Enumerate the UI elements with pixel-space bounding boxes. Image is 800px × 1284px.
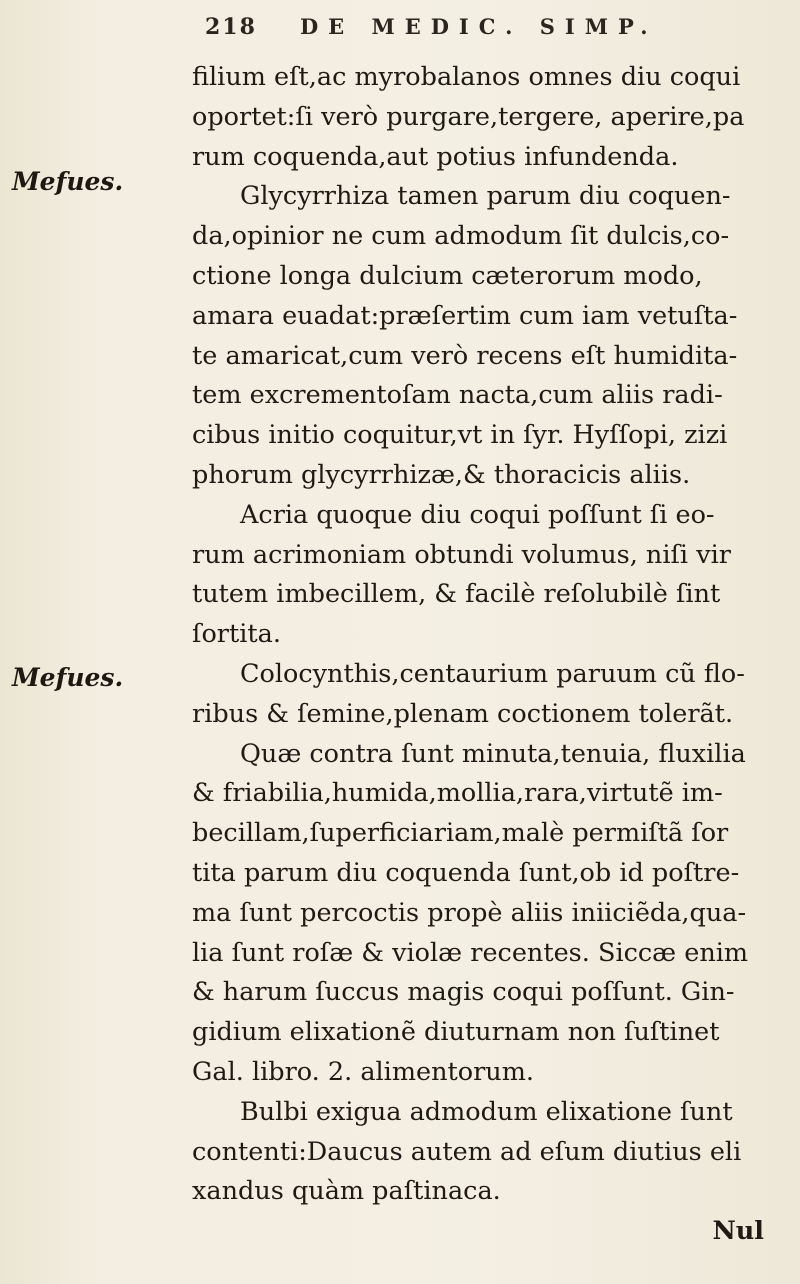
- text-line: & harum ſuccus magis coqui poſſunt. Gin-: [192, 977, 735, 1008]
- text-line: Glycyrrhiza tamen parum diu coquen-: [240, 181, 731, 212]
- text-line: lia ſunt roſæ & violæ recentes. Siccæ enim: [192, 937, 749, 968]
- margin-note-mesues-1: Mefues.: [12, 167, 124, 196]
- text-line: ctione longa dulcium cæterorum modo,: [192, 260, 703, 291]
- text-line: & friabilia,humida,mollia,rara,virtutẽ im-: [192, 778, 723, 809]
- text-line: Colocynthis,centaurium paruum cũ flo-: [240, 658, 745, 689]
- text-line: cibus initio coquitur,vt in ſyr. Hyſſopi, zizi: [192, 420, 728, 451]
- text-line: xandus quàm paſtinaca.: [192, 1176, 501, 1207]
- text-line: rum acrimoniam obtundi volumus, niſi vir: [192, 539, 731, 570]
- text-line: Gal. libro. 2. alimentorum.: [192, 1056, 535, 1087]
- text-line: Quæ contra ſunt minuta,tenuia, fluxilia: [240, 738, 746, 769]
- text-line: Acria quoque diu coqui poſſunt ſi eo-: [240, 499, 715, 530]
- margin-note-mesues-2: Mefues.: [12, 663, 124, 692]
- text-line: gidium elixationẽ diuturnam non ſuſtinet: [192, 1017, 720, 1048]
- text-line: contenti:Daucus autem ad eſum diutius eli: [192, 1136, 742, 1167]
- running-title: DE MEDIC. SIMP.: [299, 14, 658, 39]
- page-header: [205, 14, 658, 40]
- text-line: da,opinior ne cum admodum ſit dulcis,co-: [192, 221, 730, 252]
- text-line: tita parum diu coquenda ſunt,ob id poſtre-: [192, 857, 740, 888]
- text-line: amara euadat:præſertim cum iam vetuſta-: [192, 300, 738, 331]
- text-line: Bulbi exigua admodum elixatione ſunt: [240, 1096, 733, 1127]
- text-line: ribus & ſemine,plenam coctionem tolerãt.: [192, 698, 734, 729]
- text-line: becillam,ſuperficiariam,malè permiſtã ſor: [192, 818, 729, 849]
- text-line: oportet:ſi verò purgare,tergere, aperire,pa: [192, 101, 745, 132]
- text-line: rum coquenda,aut potius infundenda.: [192, 141, 679, 172]
- page-number: 218: [205, 14, 257, 40]
- text-line: phorum glycyrrhizæ,& thoracicis aliis.: [192, 459, 691, 490]
- text-line: ſortita.: [192, 619, 281, 650]
- text-line: filium eſt,ac myrobalanos omnes diu coqui: [192, 62, 741, 92]
- text-line: tem excrementoſam nacta,cum aliis radi-: [192, 380, 723, 411]
- body-text: [192, 58, 782, 1252]
- text-line: te amaricat,cum verò recens eſt humidita-: [192, 340, 738, 371]
- catchword: Nul: [712, 1216, 764, 1247]
- text-line: ma ſunt percoctis propè aliis iniiciẽda,qua-: [192, 897, 747, 928]
- text-line: tutem imbecillem, & facilè reſolubilè ſint: [192, 579, 721, 610]
